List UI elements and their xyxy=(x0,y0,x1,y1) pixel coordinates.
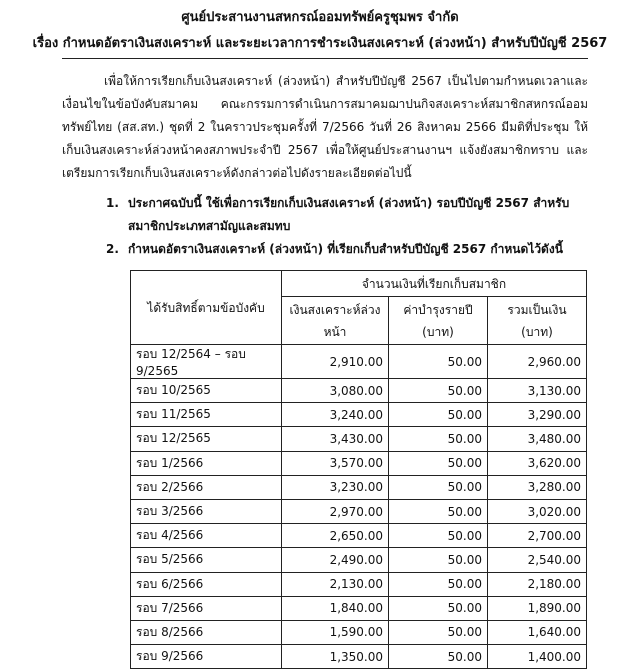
row-fee: 50.00 xyxy=(389,524,488,548)
list-item-text: ประกาศฉบับนี้ ใช้เพื่อการเรียกเก็บเงินสงเคราะห์ (ล่วงหน้า) รอบปีบัญชี 2567 สำหรับสมาชิกประเภทสามัญและสมทบ xyxy=(128,196,570,233)
row-advance: 2,650.00 xyxy=(282,524,389,548)
row-advance: 3,230.00 xyxy=(282,475,389,499)
table-row xyxy=(131,427,587,451)
table-row xyxy=(131,475,587,499)
row-advance: 2,130.00 xyxy=(282,572,389,596)
list-item-1 xyxy=(106,192,588,238)
header-rights: ได้รับสิทธิ์ตามข้อบังคับ xyxy=(131,271,282,345)
row-advance: 2,910.00 xyxy=(282,345,389,379)
row-round: รอบ 4/2566 xyxy=(131,524,282,548)
row-advance: 1,350.00 xyxy=(282,645,389,669)
row-total: 3,130.00 xyxy=(488,379,587,403)
row-round: รอบ 2/2566 xyxy=(131,475,282,499)
header-advance: เงินสงเคราะห์ล่วงหน้า xyxy=(282,297,389,345)
row-total: 1,400.00 xyxy=(488,645,587,669)
row-fee: 50.00 xyxy=(389,475,488,499)
table-row xyxy=(131,620,587,644)
row-round: รอบ 1/2566 xyxy=(131,451,282,475)
row-total: 2,960.00 xyxy=(488,345,587,379)
header-fee: ค่าบำรุงรายปี (บาท) xyxy=(389,297,488,345)
list-item-2 xyxy=(106,238,588,261)
row-round: รอบ 5/2566 xyxy=(131,548,282,572)
row-fee: 50.00 xyxy=(389,499,488,523)
row-round: รอบ 12/2564 – รอบ 9/2565 xyxy=(131,345,282,379)
list-item-number: 2. xyxy=(106,242,119,256)
table-row xyxy=(131,524,587,548)
table-row xyxy=(131,345,587,379)
table-row xyxy=(131,548,587,572)
row-fee: 50.00 xyxy=(389,620,488,644)
row-advance: 3,430.00 xyxy=(282,427,389,451)
subject-line: เรื่อง กำหนดอัตราเงินสงเคราะห์ และระยะเวลาการชำระเงินสงเคราะห์ (ล่วงหน้า) สำหรับปีบัญชี 2567 xyxy=(32,36,608,51)
row-advance: 3,570.00 xyxy=(282,451,389,475)
row-total: 1,890.00 xyxy=(488,596,587,620)
table-row xyxy=(131,572,587,596)
row-round: รอบ 8/2566 xyxy=(131,620,282,644)
row-fee: 50.00 xyxy=(389,345,488,379)
row-fee: 50.00 xyxy=(389,427,488,451)
row-fee: 50.00 xyxy=(389,548,488,572)
org-title: ศูนย์ประสานงานสหกรณ์ออมทรัพย์ครูชุมพร จำกัด xyxy=(181,10,459,25)
table-row xyxy=(131,499,587,523)
row-total: 2,540.00 xyxy=(488,548,587,572)
row-fee: 50.00 xyxy=(389,645,488,669)
list-item-text: กำหนดอัตราเงินสงเคราะห์ (ล่วงหน้า) ที่เรียกเก็บสำหรับปีบัญชี 2567 กำหนดไว้ดังนี้ xyxy=(128,242,563,256)
table-row xyxy=(131,596,587,620)
row-advance: 1,840.00 xyxy=(282,596,389,620)
row-fee: 50.00 xyxy=(389,572,488,596)
row-round: รอบ 11/2565 xyxy=(131,403,282,427)
row-total: 2,700.00 xyxy=(488,524,587,548)
row-fee: 50.00 xyxy=(389,596,488,620)
row-total: 2,180.00 xyxy=(488,572,587,596)
row-total: 1,640.00 xyxy=(488,620,587,644)
table-row xyxy=(131,645,587,669)
row-advance: 2,970.00 xyxy=(282,499,389,523)
header-divider xyxy=(62,58,588,59)
row-round: รอบ 3/2566 xyxy=(131,499,282,523)
row-round: รอบ 10/2565 xyxy=(131,379,282,403)
header-total: รวมเป็นเงิน (บาท) xyxy=(488,297,587,345)
row-total: 3,280.00 xyxy=(488,475,587,499)
intro-paragraph: เพื่อให้การเรียกเก็บเงินสงเคราะห์ (ล่วงหน้า) สำหรับปีบัญชี 2567 เป็นไปตามกำหนดเวลาและเงื่อนไขในข้อบังคับสมาคม คณะกรรมการดำเนินการสมาคมฌาปนกิจสงเคราะห์สมาชิกสหกรณ์ออมทรัพย์ไทย (สส.สท.) ชุดที่ 2 ในคราวประชุมครั้งที่ 7/2566 วันที่ 26 สิงหาคม 2566 มีมติที่ประชุม ให้เก็บเงินสงเคราะห์ล่วงหน้าคงสภาพประจำปี 2567 เพื่อให้ศูนย์ประสานงานฯ แจ้งยังสมาชิกทราบ และเตรียมการเรียกเก็บเงินสงเคราะห์ดังกล่าวต่อไปดังรายละเอียดต่อไปนี้ xyxy=(62,74,588,180)
row-advance: 3,240.00 xyxy=(282,403,389,427)
row-fee: 50.00 xyxy=(389,379,488,403)
row-total: 3,620.00 xyxy=(488,451,587,475)
header-group: จำนวนเงินที่เรียกเก็บสมาชิก xyxy=(282,271,587,297)
row-advance: 2,490.00 xyxy=(282,548,389,572)
list-item-number: 1. xyxy=(106,196,119,210)
row-round: รอบ 6/2566 xyxy=(131,572,282,596)
row-fee: 50.00 xyxy=(389,451,488,475)
table-row xyxy=(131,451,587,475)
row-advance: 3,080.00 xyxy=(282,379,389,403)
row-round: รอบ 7/2566 xyxy=(131,596,282,620)
row-advance: 1,590.00 xyxy=(282,620,389,644)
row-round: รอบ 12/2565 xyxy=(131,427,282,451)
row-total: 3,290.00 xyxy=(488,403,587,427)
rates-table xyxy=(130,270,587,669)
table-row xyxy=(131,379,587,403)
row-total: 3,480.00 xyxy=(488,427,587,451)
row-fee: 50.00 xyxy=(389,403,488,427)
row-round: รอบ 9/2566 xyxy=(131,645,282,669)
row-total: 3,020.00 xyxy=(488,499,587,523)
table-row xyxy=(131,403,587,427)
